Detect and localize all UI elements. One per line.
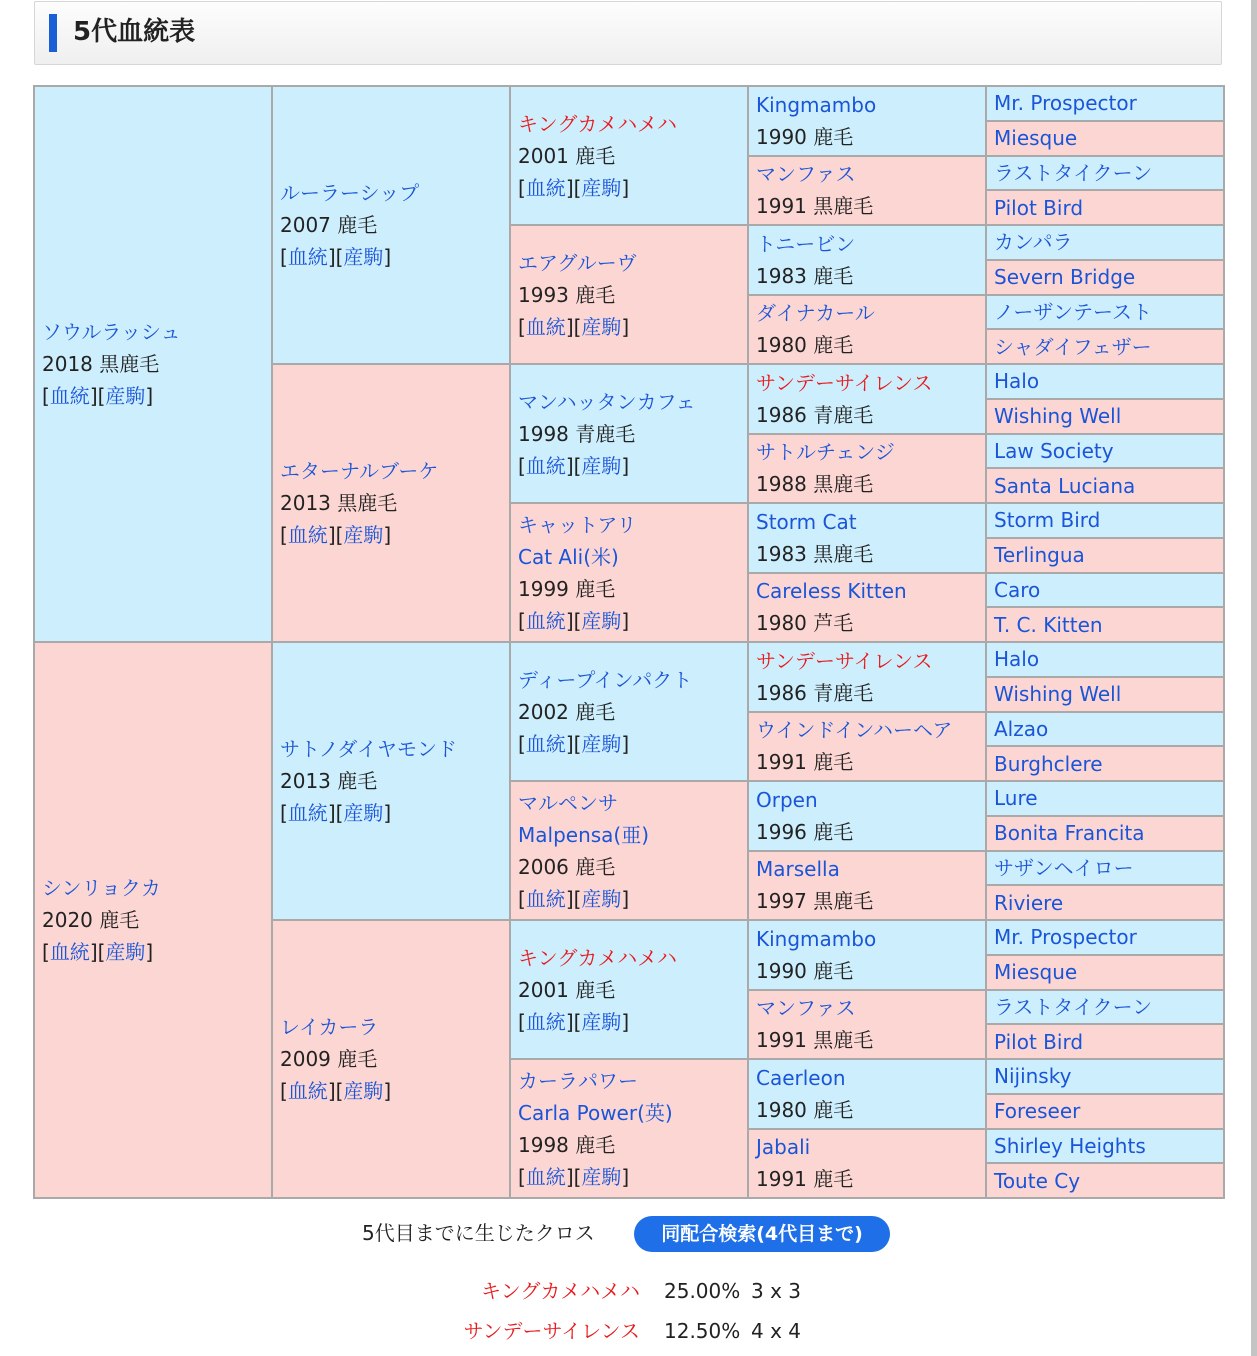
horse-name-link[interactable]: レイカーラ (280, 1015, 379, 1039)
pedigree-cell-gen5 (986, 885, 1224, 920)
progeny-link[interactable]: 産駒 (105, 384, 146, 408)
pedigree-link[interactable]: 血統 (525, 608, 566, 633)
horse-name-link[interactable]: ダイナカール (756, 301, 875, 326)
horse-name-link[interactable]: Halo (994, 369, 1040, 394)
horse-name-link[interactable]: カンパラ (994, 230, 1073, 255)
horse-name-link[interactable]: Toute Cy (994, 1168, 1081, 1193)
pedigree-cell-gen1 (34, 642, 272, 1198)
horse-foreign-name-link[interactable]: Cat Ali(米) (518, 544, 619, 569)
horse-birth-color: 2002 鹿毛 (518, 699, 616, 724)
progeny-link[interactable]: 産駒 (105, 940, 146, 964)
pedigree-cell-gen5 (986, 1163, 1224, 1198)
horse-birth-color: 2007 鹿毛 (280, 213, 378, 237)
pedigree-cell-gen5 (986, 851, 1224, 886)
pedigree-cell-gen4 (748, 642, 986, 712)
pedigree-cell-gen5 (986, 746, 1224, 781)
pedigree-cell-gen4 (748, 225, 986, 295)
horse-name-link[interactable]: マンファス (756, 996, 856, 1021)
horse-links: [血統][産駒] (280, 523, 392, 547)
horse-name-link[interactable]: マンファス (756, 162, 856, 187)
pedigree-cell-gen5 (986, 399, 1224, 434)
horse-name-link[interactable]: Wishing Well (994, 682, 1122, 707)
horse-name-link[interactable]: サトノダイヤモンド (280, 737, 457, 761)
horse-name-link[interactable]: Caro (994, 577, 1041, 602)
section-header (34, 1, 1222, 65)
pedigree-cell-gen4 (748, 295, 986, 365)
horse-birth-color: 2013 黒鹿毛 (280, 491, 398, 515)
pedigree-cell-gen4 (748, 434, 986, 504)
pedigree-row (34, 642, 1224, 677)
pedigree-cell-gen5 (986, 816, 1224, 851)
section-title: 5代血統表 (73, 17, 196, 47)
pedigree-link[interactable]: 血統 (525, 175, 566, 200)
horse-name-link[interactable]: Foreseer (994, 1099, 1081, 1124)
horse-birth-color: 2001 鹿毛 (518, 143, 616, 168)
pedigree-link[interactable]: 血統 (287, 1079, 328, 1103)
pedigree-cell-gen5 (986, 260, 1224, 295)
horse-birth-color: 2006 鹿毛 (518, 854, 616, 879)
pedigree-cell-gen3 (510, 503, 748, 642)
pedigree-link[interactable]: 血統 (49, 384, 90, 408)
horse-name-link[interactable]: サンデーサイレンス (756, 370, 933, 395)
horse-name-link[interactable]: キャットアリ (518, 512, 637, 537)
pedigree-cell-gen4 (748, 573, 986, 643)
pedigree-cell-gen5 (986, 607, 1224, 642)
pedigree-cell-gen5 (986, 712, 1224, 747)
pedigree-cell-gen5 (986, 677, 1224, 712)
horse-birth-color: 1983 鹿毛 (756, 263, 854, 288)
horse-name-link[interactable]: サザンヘイロー (994, 855, 1134, 880)
horse-birth-color: 1980 鹿毛 (756, 1097, 854, 1122)
horse-name-link[interactable]: ラストタイクーン (994, 160, 1153, 185)
pedigree-cell-gen4 (748, 86, 986, 156)
pedigree-cell-gen5 (986, 1129, 1224, 1164)
horse-name-link[interactable]: Santa Luciana (994, 473, 1136, 498)
pedigree-cell-gen3 (510, 781, 748, 920)
horse-birth-color: 1990 鹿毛 (756, 958, 854, 983)
cross-percentage: 25.00% (664, 1279, 741, 1303)
cross-horse-name[interactable]: サンデーサイレンス (463, 1319, 640, 1343)
horse-name-link[interactable]: Storm Bird (994, 508, 1101, 533)
horse-name-link[interactable]: Halo (994, 647, 1040, 672)
cross-percentage: 12.50% (664, 1319, 741, 1343)
horse-foreign-name-link[interactable]: Carla Power(英) (518, 1100, 673, 1125)
horse-name-link[interactable]: Orpen (756, 787, 818, 812)
horse-birth-color: 1998 青鹿毛 (518, 421, 636, 446)
progeny-link[interactable]: 産駒 (581, 1009, 622, 1034)
horse-name-link[interactable]: Kingmambo (756, 92, 877, 117)
pedigree-cell-gen2 (272, 364, 510, 642)
pedigree-link[interactable]: 血統 (525, 1164, 566, 1189)
pedigree-cell-gen5 (986, 955, 1224, 990)
horse-birth-color: 1998 鹿毛 (518, 1132, 616, 1157)
horse-name-link[interactable]: シンリョクカ (42, 876, 161, 900)
pedigree-cell-gen5 (986, 190, 1224, 225)
horse-name-link[interactable]: Alzao (994, 716, 1049, 741)
horse-birth-color: 1999 鹿毛 (518, 576, 616, 601)
horse-name-link[interactable]: Miesque (994, 960, 1078, 985)
progeny-link[interactable]: 産駒 (581, 453, 622, 478)
horse-name-link[interactable]: エアグルーヴ (518, 250, 637, 275)
pedigree-cell-gen2 (272, 920, 510, 1198)
header-accent-bar (49, 14, 57, 52)
horse-birth-color: 1991 黒鹿毛 (756, 194, 874, 219)
progeny-link[interactable]: 産駒 (581, 731, 622, 756)
progeny-link[interactable]: 産駒 (343, 801, 384, 825)
pedigree-cell-gen4 (748, 851, 986, 921)
pedigree-cell-gen5 (986, 225, 1224, 260)
horse-name-link[interactable]: キングカメハメハ (518, 111, 677, 136)
horse-name-link[interactable]: ソウルラッシュ (42, 320, 181, 344)
horse-links: [血統][産駒] (518, 175, 630, 200)
pedigree-cell-gen2 (272, 642, 510, 920)
pedigree-cell-gen5 (986, 920, 1224, 955)
horse-name-link[interactable]: ノーザンテースト (994, 299, 1152, 324)
horse-links: [血統][産駒] (518, 731, 630, 756)
horse-birth-color: 2020 鹿毛 (42, 908, 140, 932)
horse-name-link[interactable]: Lure (994, 786, 1038, 811)
pedigree-cell-gen4 (748, 503, 986, 573)
pedigree-cell-gen5 (986, 295, 1224, 330)
pedigree-cell-gen5 (986, 156, 1224, 191)
cross-row (0, 1316, 1257, 1346)
pedigree-cell-gen5 (986, 781, 1224, 816)
pedigree-cell-gen5 (986, 468, 1224, 503)
pedigree-link[interactable]: 血統 (525, 314, 566, 339)
pedigree-cell-gen5 (986, 329, 1224, 364)
horse-birth-color: 1991 鹿毛 (756, 750, 854, 775)
horse-name-link[interactable]: Shirley Heights (994, 1133, 1146, 1158)
horse-birth-color: 1988 黒鹿毛 (756, 472, 874, 497)
progeny-link[interactable]: 産駒 (343, 245, 384, 269)
pedigree-cell-gen5 (986, 538, 1224, 573)
pedigree-link[interactable]: 血統 (287, 801, 328, 825)
pedigree-cell-gen5 (986, 990, 1224, 1025)
horse-name-link[interactable]: Burghclere (994, 751, 1103, 776)
cross-label: 5代目までに生じたクロス (362, 1221, 595, 1245)
horse-birth-color: 1991 鹿毛 (756, 1167, 854, 1192)
pedigree-cell-gen3 (510, 86, 748, 225)
pedigree-cell-gen4 (748, 156, 986, 226)
pedigree-link[interactable]: 血統 (49, 940, 90, 964)
horse-name-link[interactable]: Terlingua (994, 543, 1085, 568)
horse-links: [血統][産駒] (518, 314, 630, 339)
cross-horse-name[interactable]: キングカメハメハ (481, 1279, 640, 1303)
horse-name-link[interactable]: Caerleon (756, 1065, 846, 1090)
cross-row (0, 1276, 1257, 1306)
horse-links: [血統][産駒] (42, 384, 154, 408)
pedigree-row (34, 86, 1224, 121)
horse-links: [血統][産駒] (518, 1009, 630, 1034)
cross-generations: 3 x 3 (751, 1279, 801, 1303)
horse-links: [血統][産駒] (518, 453, 630, 478)
horse-name-link[interactable]: Jabali (756, 1135, 811, 1160)
horse-name-link[interactable]: シャダイフェザー (994, 334, 1152, 359)
horse-links: [血統][産駒] (518, 1164, 630, 1189)
pedigree-link[interactable]: 血統 (525, 453, 566, 478)
pedigree-cell-gen5 (986, 642, 1224, 677)
pedigree-cell-gen5 (986, 434, 1224, 469)
pedigree-table (33, 85, 1225, 1199)
horse-links: [血統][産駒] (518, 608, 630, 633)
horse-birth-color: 1996 鹿毛 (756, 819, 854, 844)
horse-links: [血統][産駒] (280, 801, 392, 825)
horse-birth-color: 1980 芦毛 (756, 611, 854, 636)
horse-foreign-name-link[interactable]: Malpensa(亜) (518, 822, 650, 847)
horse-birth-color: 1993 鹿毛 (518, 282, 616, 307)
horse-name-link[interactable]: T. C. Kitten (994, 612, 1103, 637)
pedigree-cell-gen1 (34, 86, 272, 642)
horse-name-link[interactable]: サンデーサイレンス (756, 648, 933, 673)
pedigree-cell-gen5 (986, 1024, 1224, 1059)
horse-birth-color: 1986 青鹿毛 (756, 680, 874, 705)
horse-birth-color: 2001 鹿毛 (518, 977, 616, 1002)
horse-name-link[interactable]: マルペンサ (518, 790, 618, 815)
horse-name-link[interactable]: マンハッタンカフェ (518, 389, 696, 414)
horse-name-link[interactable]: Nijinsky (994, 1064, 1072, 1089)
pedigree-cell-gen5 (986, 364, 1224, 399)
pedigree-link[interactable]: 血統 (525, 731, 566, 756)
horse-name-link[interactable]: Mr. Prospector (994, 91, 1137, 116)
horse-birth-color: 1986 青鹿毛 (756, 402, 874, 427)
horse-name-link[interactable]: Mr. Prospector (994, 925, 1137, 950)
horse-name-link[interactable]: Bonita Francita (994, 821, 1145, 846)
pedigree-cell-gen2 (272, 86, 510, 364)
horse-birth-color: 1990 鹿毛 (756, 124, 854, 149)
horse-birth-color: 2013 鹿毛 (280, 769, 378, 793)
horse-name-link[interactable]: Law Society (994, 438, 1114, 463)
horse-name-link[interactable]: ウインドインハーヘア (756, 718, 953, 743)
horse-name-link[interactable]: キングカメハメハ (518, 945, 677, 970)
pedigree-link[interactable]: 血統 (287, 245, 328, 269)
horse-name-link[interactable]: Pilot Bird (994, 195, 1084, 220)
horse-name-link[interactable]: トニービン (756, 231, 856, 256)
pedigree-cell-gen5 (986, 1059, 1224, 1094)
horse-name-link[interactable]: ディープインパクト (518, 667, 693, 692)
horse-links: [血統][産駒] (42, 940, 154, 964)
horse-birth-color: 1991 黒鹿毛 (756, 1028, 874, 1053)
horse-birth-color: 1997 黒鹿毛 (756, 889, 874, 914)
cross-generations: 4 x 4 (751, 1319, 801, 1343)
same-mating-search-button[interactable]: 同配合検索(4代目まで) (634, 1216, 890, 1252)
progeny-link[interactable]: 産駒 (581, 886, 622, 911)
pedigree-cell-gen4 (748, 712, 986, 782)
pedigree-cell-gen4 (748, 1129, 986, 1199)
pedigree-cell-gen5 (986, 1094, 1224, 1129)
horse-birth-color: 2009 鹿毛 (280, 1047, 378, 1071)
horse-name-link[interactable]: カーラパワー (518, 1068, 638, 1093)
progeny-link[interactable]: 産駒 (581, 608, 622, 633)
horse-name-link[interactable]: Marsella (756, 857, 840, 882)
horse-name-link[interactable]: ラストタイクーン (994, 994, 1153, 1019)
pedigree-cell-gen5 (986, 121, 1224, 156)
pedigree-cell-gen3 (510, 1059, 748, 1198)
horse-name-link[interactable]: Wishing Well (994, 404, 1122, 429)
pedigree-link[interactable]: 血統 (525, 1009, 566, 1034)
scrollbar-edge (1251, 0, 1257, 1356)
horse-name-link[interactable]: Miesque (994, 126, 1078, 151)
horse-links: [血統][産駒] (518, 886, 630, 911)
pedigree-cell-gen4 (748, 781, 986, 851)
progeny-link[interactable]: 産駒 (343, 1079, 384, 1103)
pedigree-link[interactable]: 血統 (287, 523, 328, 547)
pedigree-cell-gen3 (510, 364, 748, 503)
horse-name-link[interactable]: サトルチェンジ (756, 440, 895, 465)
horse-birth-color: 1983 黒鹿毛 (756, 541, 874, 566)
horse-links: [血統][産駒] (280, 1079, 392, 1103)
horse-name-link[interactable]: Storm Cat (756, 509, 857, 534)
pedigree-cell-gen4 (748, 1059, 986, 1129)
horse-name-link[interactable]: Riviere (994, 890, 1064, 915)
progeny-link[interactable]: 産駒 (581, 1164, 622, 1189)
progeny-link[interactable]: 産駒 (343, 523, 384, 547)
pedigree-link[interactable]: 血統 (525, 886, 566, 911)
horse-birth-color: 1980 鹿毛 (756, 333, 854, 358)
horse-name-link[interactable]: Kingmambo (756, 926, 877, 951)
horse-name-link[interactable]: Careless Kitten (756, 579, 907, 604)
progeny-link[interactable]: 産駒 (581, 314, 622, 339)
horse-links: [血統][産駒] (280, 245, 392, 269)
pedigree-cell-gen5 (986, 503, 1224, 538)
pedigree-cell-gen3 (510, 642, 748, 781)
horse-birth-color: 2018 黒鹿毛 (42, 352, 160, 376)
pedigree-cell-gen4 (748, 990, 986, 1060)
pedigree-cell-gen4 (748, 920, 986, 990)
pedigree-cell-gen5 (986, 86, 1224, 121)
horse-name-link[interactable]: エターナルブーケ (280, 459, 439, 483)
pedigree-cell-gen3 (510, 920, 748, 1059)
pedigree-cell-gen4 (748, 364, 986, 434)
horse-name-link[interactable]: Pilot Bird (994, 1029, 1084, 1054)
progeny-link[interactable]: 産駒 (581, 175, 622, 200)
horse-name-link[interactable]: ルーラーシップ (280, 181, 420, 205)
pedigree-cell-gen3 (510, 225, 748, 364)
pedigree-cell-gen5 (986, 573, 1224, 608)
horse-name-link[interactable]: Severn Bridge (994, 265, 1136, 290)
